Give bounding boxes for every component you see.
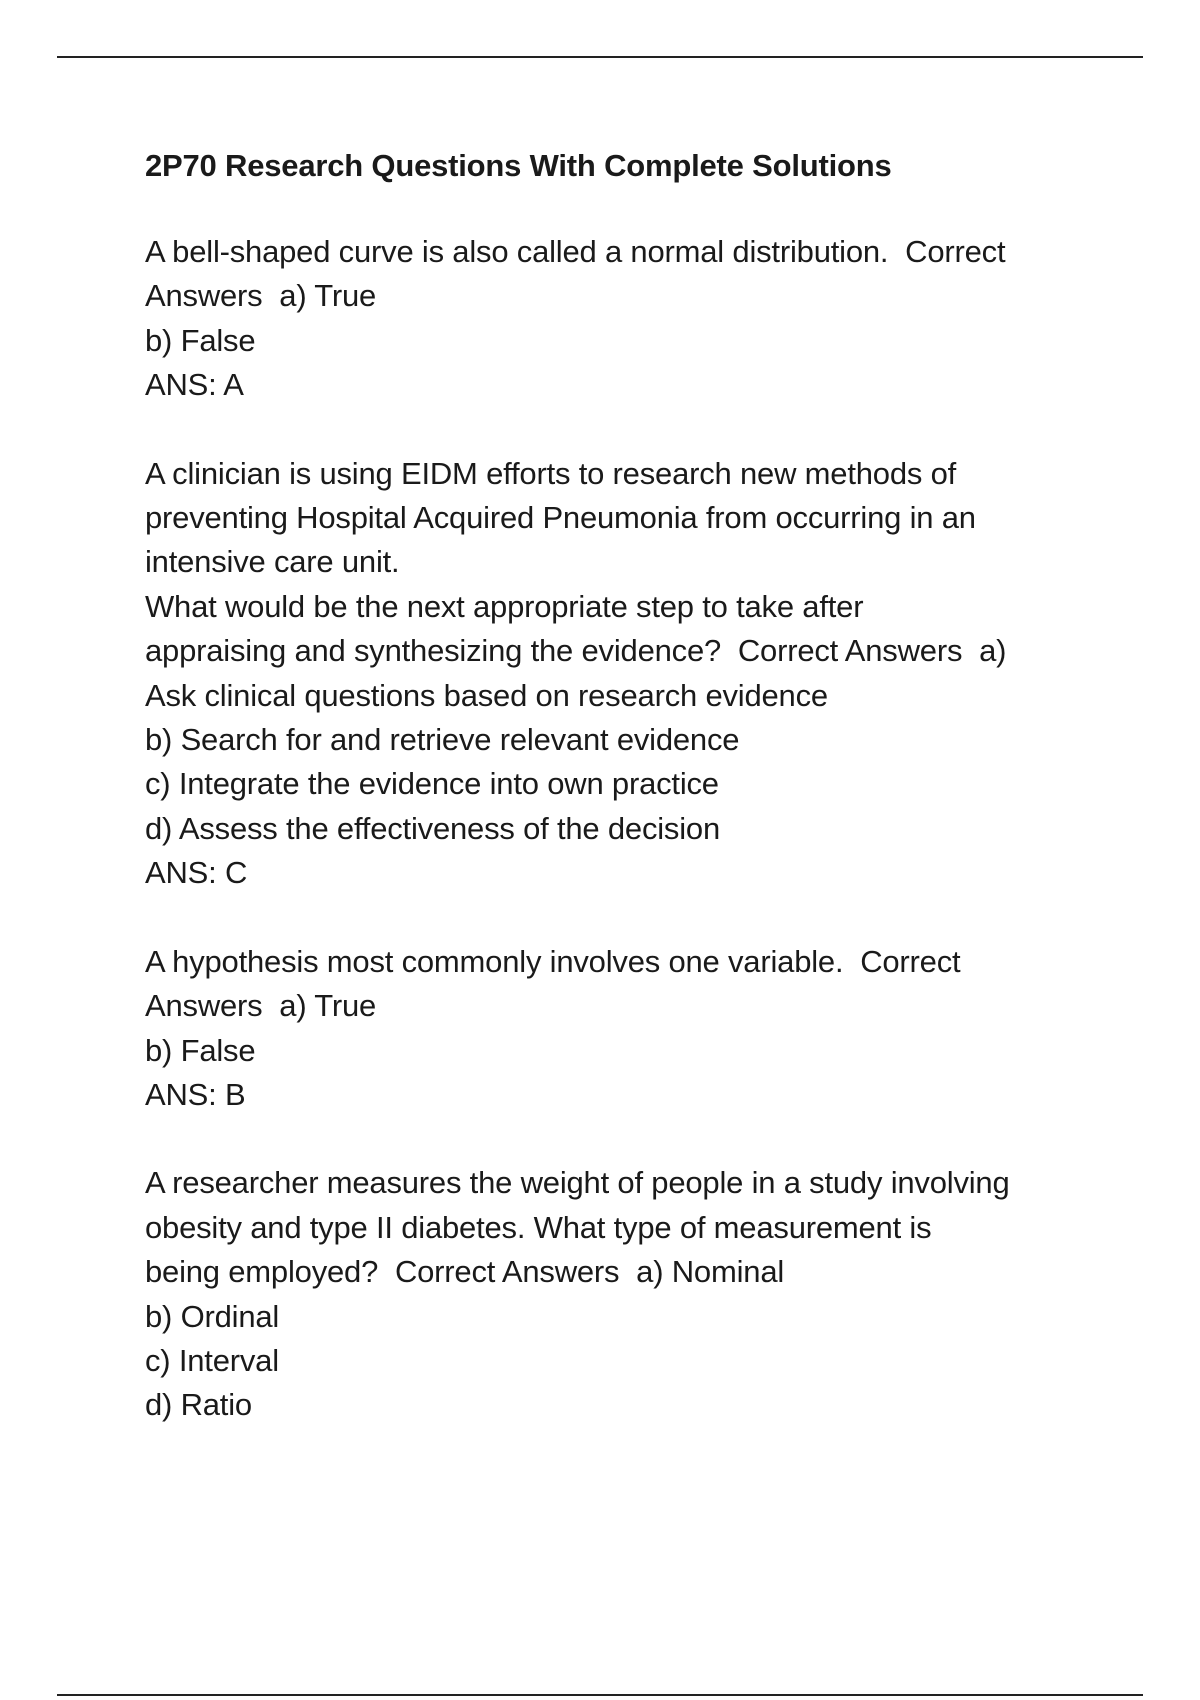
question-4-line-4: b) Ordinal (145, 1298, 280, 1334)
question-1-line-3: b) False (145, 322, 256, 358)
question-3 (145, 940, 1125, 1118)
question-3-line-3: b) False (145, 1032, 256, 1068)
question-3-line-2: Answers a) True (145, 988, 377, 1024)
question-1-answer: ANS: A (145, 367, 244, 403)
question-4-line-2: obesity and type II diabetes. What type of measurement is (145, 1209, 932, 1245)
question-4-line-5: c) Interval (145, 1342, 279, 1378)
question-2-line-7: b) Search for and retrieve relevant evidence (145, 722, 740, 758)
question-2 (145, 452, 1125, 896)
question-2-line-3: intensive care unit. (145, 544, 400, 580)
question-1-line-2: Answers a) True (145, 278, 377, 314)
question-2-line-5: appraising and synthesizing the evidence? Correct Answers a) (145, 633, 1007, 669)
question-4 (145, 1161, 1125, 1427)
question-4-line-6: d) Ratio (145, 1387, 252, 1423)
question-4-line-3: being employed? Correct Answers a) Nominal (145, 1254, 785, 1290)
question-4-line-1: A researcher measures the weight of people in a study involving (145, 1165, 1010, 1201)
question-2-line-4: What would be the next appropriate step to take after (145, 588, 864, 624)
question-2-line-6: Ask clinical questions based on research evidence (145, 677, 828, 713)
bottom-rule (57, 1694, 1143, 1696)
question-2-line-2: preventing Hospital Acquired Pneumonia from occurring in an (145, 500, 976, 536)
question-2-line-9: d) Assess the effectiveness of the decision (145, 810, 720, 846)
question-3-line-1: A hypothesis most commonly involves one variable. Correct (145, 943, 961, 979)
document-title: 2P70 Research Questions With Complete Solutions (145, 148, 892, 183)
question-3-answer: ANS: B (145, 1076, 246, 1112)
question-2-answer: ANS: C (145, 855, 248, 891)
question-2-line-1: A clinician is using EIDM efforts to research new methods of (145, 455, 957, 491)
document-body (145, 144, 1125, 1472)
question-1-line-1: A bell-shaped curve is also called a normal distribution. Correct (145, 234, 1006, 269)
question-1 (145, 230, 1125, 408)
question-2-line-8: c) Integrate the evidence into own practice (145, 766, 719, 802)
top-rule (57, 56, 1143, 58)
